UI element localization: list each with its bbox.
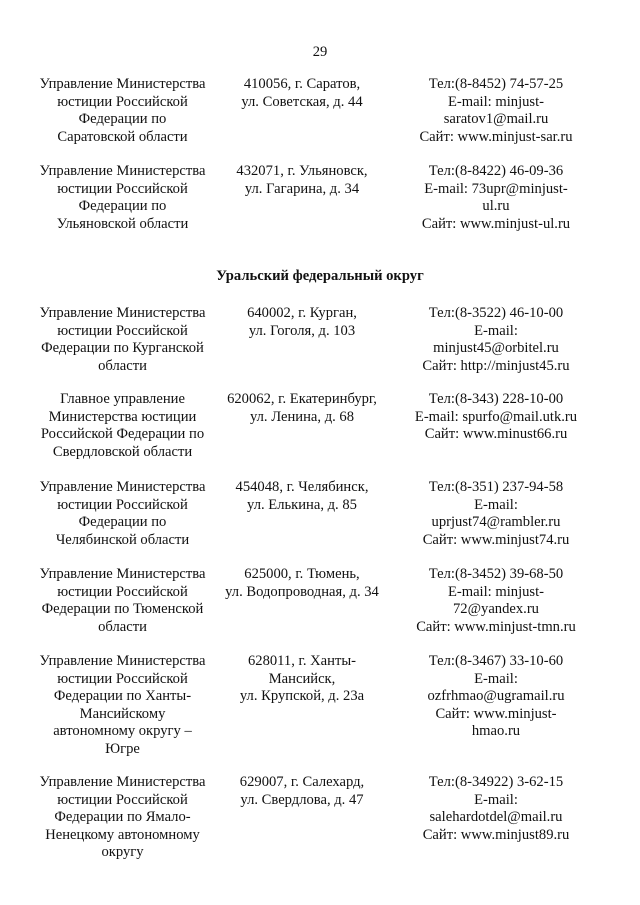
entry-contacts bbox=[398, 163, 594, 233]
entry-contact-line: Сайт: www.minjust-ul.ru bbox=[421, 215, 571, 232]
entry-contact-line: Тел:(8-34922) 3-62-15 bbox=[428, 774, 564, 790]
entry-name bbox=[20, 653, 225, 759]
entry-address bbox=[212, 566, 392, 601]
entry-name bbox=[20, 566, 225, 636]
entry-address bbox=[212, 76, 392, 111]
entry-address-line: 432071, г. Ульяновск, bbox=[236, 163, 368, 179]
entry-name-line: юстиции Российской bbox=[57, 670, 188, 687]
entry-contact-line: hmao.ru bbox=[471, 723, 521, 740]
entry-address-line: Мансийск, bbox=[268, 670, 336, 687]
entry-contacts bbox=[398, 774, 594, 844]
entry-name-line: округу bbox=[101, 844, 144, 861]
entry-name-line: Управление Министерства bbox=[39, 653, 206, 669]
entry-address-line: ул. Гагарина, д. 34 bbox=[244, 180, 360, 197]
entry-contact-line: E-mail: bbox=[474, 791, 518, 808]
entry-name bbox=[20, 305, 225, 375]
entry-contact-line: E-mail: bbox=[474, 670, 518, 687]
entry-contacts bbox=[398, 566, 594, 636]
entry-contacts bbox=[398, 653, 594, 741]
entry-contact-line: Тел:(8-343) 228-10-00 bbox=[428, 391, 564, 407]
entry-sverdlovsk bbox=[0, 391, 640, 481]
entry-name-line: Челябинской области bbox=[55, 531, 190, 548]
entry-name-line: юстиции Российской bbox=[57, 180, 188, 197]
entry-name-line: юстиции Российской bbox=[57, 322, 188, 339]
entry-contact-line: Тел:(8-351) 237-94-58 bbox=[428, 479, 564, 495]
entry-name bbox=[20, 163, 225, 233]
entry-name-line: Главное управление bbox=[60, 391, 185, 407]
entry-name-line: Российской Федерации по bbox=[40, 426, 205, 443]
entry-contact-line: Сайт: www.minjust89.ru bbox=[422, 826, 570, 843]
entry-address-line: 628011, г. Ханты- bbox=[247, 653, 357, 669]
entry-contact-line: Сайт: http://minjust45.ru bbox=[422, 357, 570, 374]
entry-kurgan bbox=[0, 305, 640, 395]
entry-name-line: Управление Министерства bbox=[39, 76, 206, 92]
entry-name-line: Федерации по bbox=[78, 514, 167, 531]
entry-yamal-nenets bbox=[0, 774, 640, 884]
entry-address-line: ул. Елькина, д. 85 bbox=[247, 496, 357, 513]
entry-name-line: юстиции Российской bbox=[57, 93, 188, 110]
entry-contact-line: uprjust74@rambler.ru bbox=[431, 514, 561, 531]
entry-contact-line: Тел:(8-8452) 74-57-25 bbox=[428, 76, 564, 92]
entry-name bbox=[20, 76, 225, 146]
entry-contact-line: ozfrhmao@ugramail.ru bbox=[427, 688, 565, 705]
entry-contact-line: Сайт: www.minjust74.ru bbox=[422, 531, 570, 548]
entry-address-line: ул. Советская, д. 44 bbox=[241, 93, 363, 110]
entry-name-line: Ненецкому автономному bbox=[45, 826, 200, 843]
entry-name-line: Мансийскому bbox=[79, 705, 166, 722]
entry-contact-line: E-mail: bbox=[474, 496, 518, 513]
entry-name bbox=[20, 479, 225, 549]
entry-name-line: Саратовской области bbox=[57, 128, 188, 145]
entry-address-line: ул. Ленина, д. 68 bbox=[249, 408, 355, 425]
entry-name-line: Югре bbox=[105, 740, 140, 757]
entry-address-line: ул. Гоголя, д. 103 bbox=[248, 322, 356, 339]
entry-address bbox=[212, 653, 392, 706]
entry-name-line: Свердловской области bbox=[52, 443, 193, 460]
entry-chelyabinsk bbox=[0, 479, 640, 569]
entry-contacts bbox=[398, 391, 594, 444]
entry-contact-line: minjust45@orbitel.ru bbox=[433, 340, 559, 357]
entry-contact-line: ul.ru bbox=[482, 198, 510, 215]
entry-address bbox=[212, 774, 392, 809]
entry-name-line: Федерации по Курганской bbox=[41, 340, 204, 357]
entry-name-line: Управление Министерства bbox=[39, 479, 206, 495]
entry-address-line: ул. Свердлова, д. 47 bbox=[240, 791, 364, 808]
entry-khanty-mansiysk bbox=[0, 653, 640, 773]
entry-contact-line: 72@yandex.ru bbox=[453, 601, 539, 618]
entry-name-line: Федерации по Ханты- bbox=[53, 688, 192, 705]
entry-contact-line: Тел:(8-8422) 46-09-36 bbox=[428, 163, 564, 179]
entry-contacts bbox=[398, 479, 594, 549]
entry-name-line: Министерства юстиции bbox=[48, 408, 197, 425]
entry-address-line: 640002, г. Курган, bbox=[247, 305, 357, 321]
entry-address bbox=[212, 479, 392, 514]
entry-name bbox=[20, 391, 225, 461]
entry-contact-line: Сайт: www.minjust- bbox=[435, 705, 557, 722]
page-number: 29 bbox=[312, 44, 328, 60]
entry-name-line: Управление Министерства bbox=[39, 163, 206, 179]
entry-contact-line: saratov1@mail.ru bbox=[443, 111, 549, 128]
entry-tyumen bbox=[0, 566, 640, 656]
section-title: Уральский федеральный округ bbox=[216, 268, 424, 284]
entry-name bbox=[20, 774, 225, 862]
entry-contact-line: Тел:(8-3452) 39-68-50 bbox=[428, 566, 564, 582]
entry-name-line: Ульяновской области bbox=[56, 215, 189, 232]
entry-contact-line: E-mail: spurfo@mail.utk.ru bbox=[414, 408, 578, 425]
entry-address bbox=[212, 305, 392, 340]
entry-contact-line: salehardotdel@mail.ru bbox=[429, 809, 563, 826]
entry-address-line: 625000, г. Тюмень, bbox=[244, 566, 360, 582]
entry-address-line: ул. Водопроводная, д. 34 bbox=[225, 583, 379, 600]
entry-name-line: Федерации по Тюменской bbox=[41, 601, 204, 618]
entry-name-line: Управление Министерства bbox=[39, 305, 206, 321]
entry-address-line: 454048, г. Челябинск, bbox=[235, 479, 369, 495]
entry-name-line: области bbox=[98, 618, 147, 635]
entry-contact-line: Тел:(8-3467) 33-10-60 bbox=[428, 653, 564, 669]
entry-name-line: автономному округу – bbox=[53, 723, 192, 740]
entry-saratov bbox=[0, 76, 640, 166]
entry-contact-line: E-mail: minjust- bbox=[447, 93, 545, 110]
entry-address-line: ул. Крупской, д. 23а bbox=[239, 688, 365, 705]
entry-name-line: Федерации по bbox=[78, 111, 167, 128]
entry-name-line: Управление Министерства bbox=[39, 566, 206, 582]
entry-name-line: Управление Министерства bbox=[39, 774, 206, 790]
entry-name-line: области bbox=[98, 357, 147, 374]
entry-ulyanovsk bbox=[0, 163, 640, 253]
entry-address-line: 629007, г. Салехард, bbox=[239, 774, 365, 790]
entry-address bbox=[212, 163, 392, 198]
entry-contact-line: Сайт: www.minjust-tmn.ru bbox=[416, 618, 576, 635]
entry-name-line: Федерации по bbox=[78, 198, 167, 215]
entry-contact-line: Сайт: www.minjust-sar.ru bbox=[419, 128, 573, 145]
entry-contact-line: Тел:(8-3522) 46-10-00 bbox=[428, 305, 564, 321]
entry-address-line: 620062, г. Екатеринбург, bbox=[227, 391, 377, 407]
entry-address bbox=[212, 391, 392, 426]
entry-address-line: 410056, г. Саратов, bbox=[243, 76, 361, 92]
entry-name-line: юстиции Российской bbox=[57, 583, 188, 600]
entry-name-line: юстиции Российской bbox=[57, 791, 188, 808]
entry-contact-line: E-mail: bbox=[474, 322, 518, 339]
entry-contact-line: E-mail: minjust- bbox=[447, 583, 545, 600]
entry-name-line: юстиции Российской bbox=[57, 496, 188, 513]
entry-name-line: Федерации по Ямало- bbox=[54, 809, 191, 826]
entry-contact-line: E-mail: 73upr@minjust- bbox=[424, 180, 568, 197]
entry-contacts bbox=[398, 305, 594, 375]
entry-contact-line: Сайт: www.minust66.ru bbox=[424, 426, 568, 443]
entry-contacts bbox=[398, 76, 594, 146]
